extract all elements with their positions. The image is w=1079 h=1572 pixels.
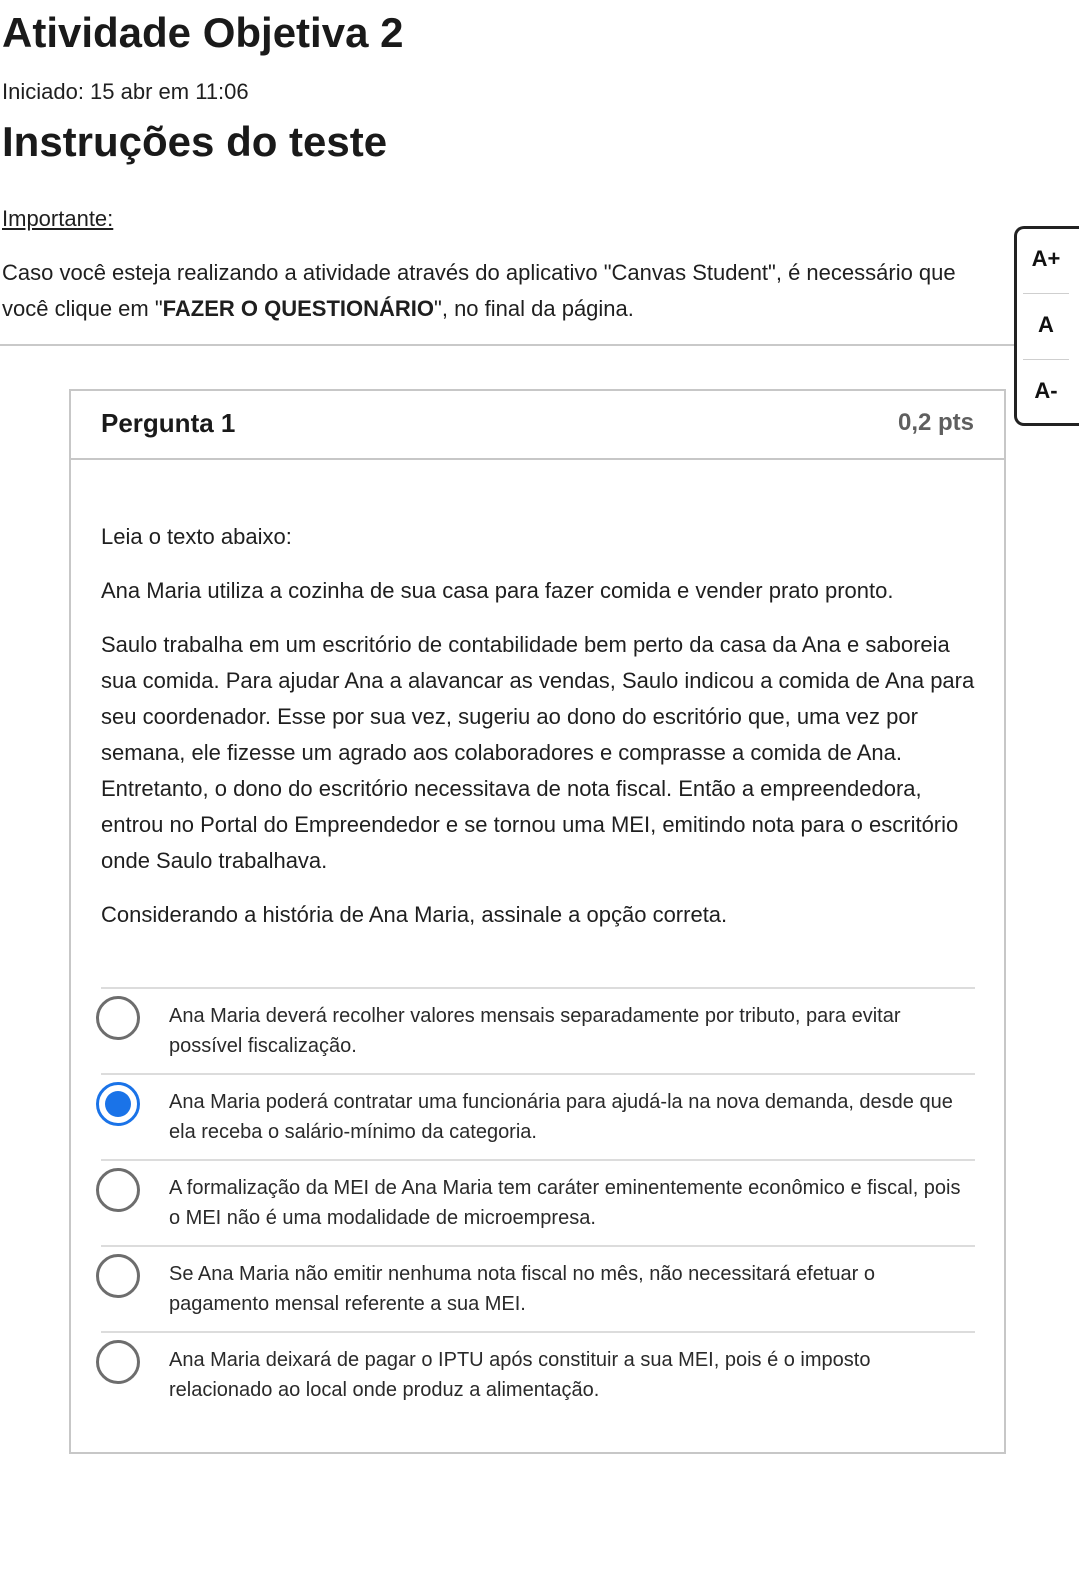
answer-label[interactable]: A formalização da MEI de Ana Maria tem caráter eminentemente econômico e fiscal, pois o MEI não é uma modalidade de microempresa. (169, 1177, 961, 1229)
page-title: Atividade Objetiva 2 (2, 9, 404, 56)
radio-button[interactable] (96, 1340, 140, 1384)
question-text (101, 519, 981, 951)
answer-list (101, 987, 975, 1417)
instructions-line-2-start: você clique em " (2, 296, 163, 321)
radio-button[interactable] (96, 996, 140, 1040)
question-card (69, 389, 1006, 1454)
question-paragraph: Ana Maria utiliza a cozinha de sua casa para fazer comida e vender prato pronto. (101, 578, 894, 603)
radio-button[interactable] (96, 1254, 140, 1298)
question-name: Pergunta 1 (101, 408, 236, 438)
answer-label[interactable]: Ana Maria deverá recolher valores mensais separadamente por tributo, para evitar possível fiscalização. (169, 1005, 901, 1057)
font-normal-button[interactable]: A (1038, 312, 1054, 337)
section-divider (0, 344, 1015, 346)
instructions-line-1: Caso você esteja realizando a atividade através do aplicativo "Canvas Student", é necessário que (2, 260, 956, 285)
answer-option-3[interactable] (101, 1159, 975, 1245)
question-paragraph: Considerando a história de Ana Maria, assinale a opção correta. (101, 902, 728, 927)
instructions-text (2, 255, 1010, 327)
started-timestamp: Iniciado: 15 abr em 11:06 (2, 79, 249, 104)
font-increase-button[interactable]: A+ (1031, 246, 1061, 271)
answer-option-1[interactable] (101, 987, 975, 1073)
radio-button-selected[interactable] (96, 1082, 140, 1126)
instructions-line-2 (2, 291, 1010, 327)
font-size-controls (1014, 226, 1079, 426)
question-paragraph: Saulo trabalha em um escritório de contabilidade bem perto da casa da Ana e saboreia sua comida. Para ajudar Ana a alavancar as vendas, Saulo indicou a comida de Ana para seu coordenador. Esse por sua vez, sugeriu ao dono do escritório que, uma vez por semana, ele fizesse um agrado aos colaboradores e comprasse a comida de Ana. Entretanto, o dono do escritório necessitava de nota fiscal. Então a empreendedora, entrou no Portal do Empreendedor e se tornou uma MEI, emitindo nota para o escritório onde Saulo trabalhava. (101, 632, 975, 873)
instructions-bold-action: FAZER O QUESTIONÁRIO (162, 296, 435, 321)
answer-option-2[interactable] (101, 1073, 975, 1159)
radio-button[interactable] (96, 1168, 140, 1212)
answer-label[interactable]: Ana Maria deixará de pagar o IPTU após constituir a sua MEI, pois é o imposto relacionado ao local onde produz a alimentação. (169, 1349, 871, 1401)
instructions-line-2-end: ", no final da página. (434, 296, 634, 321)
answer-label[interactable]: Ana Maria poderá contratar uma funcionária para ajudá-la na nova demanda, desde que ela receba o salário-mínimo da categoria. (169, 1091, 953, 1143)
answer-option-5[interactable] (101, 1331, 975, 1417)
font-decrease-button[interactable]: A- (1034, 378, 1058, 403)
question-header (71, 391, 1004, 460)
important-label: Importante: (2, 206, 114, 231)
question-paragraph: Leia o texto abaixo: (101, 524, 292, 549)
answer-label[interactable]: Se Ana Maria não emitir nenhuma nota fiscal no mês, não necessitará efetuar o pagamento mensal referente a sua MEI. (169, 1263, 875, 1315)
question-points: 0,2 pts (897, 409, 974, 436)
answer-option-4[interactable] (101, 1245, 975, 1331)
instructions-title: Instruções do teste (2, 118, 388, 165)
